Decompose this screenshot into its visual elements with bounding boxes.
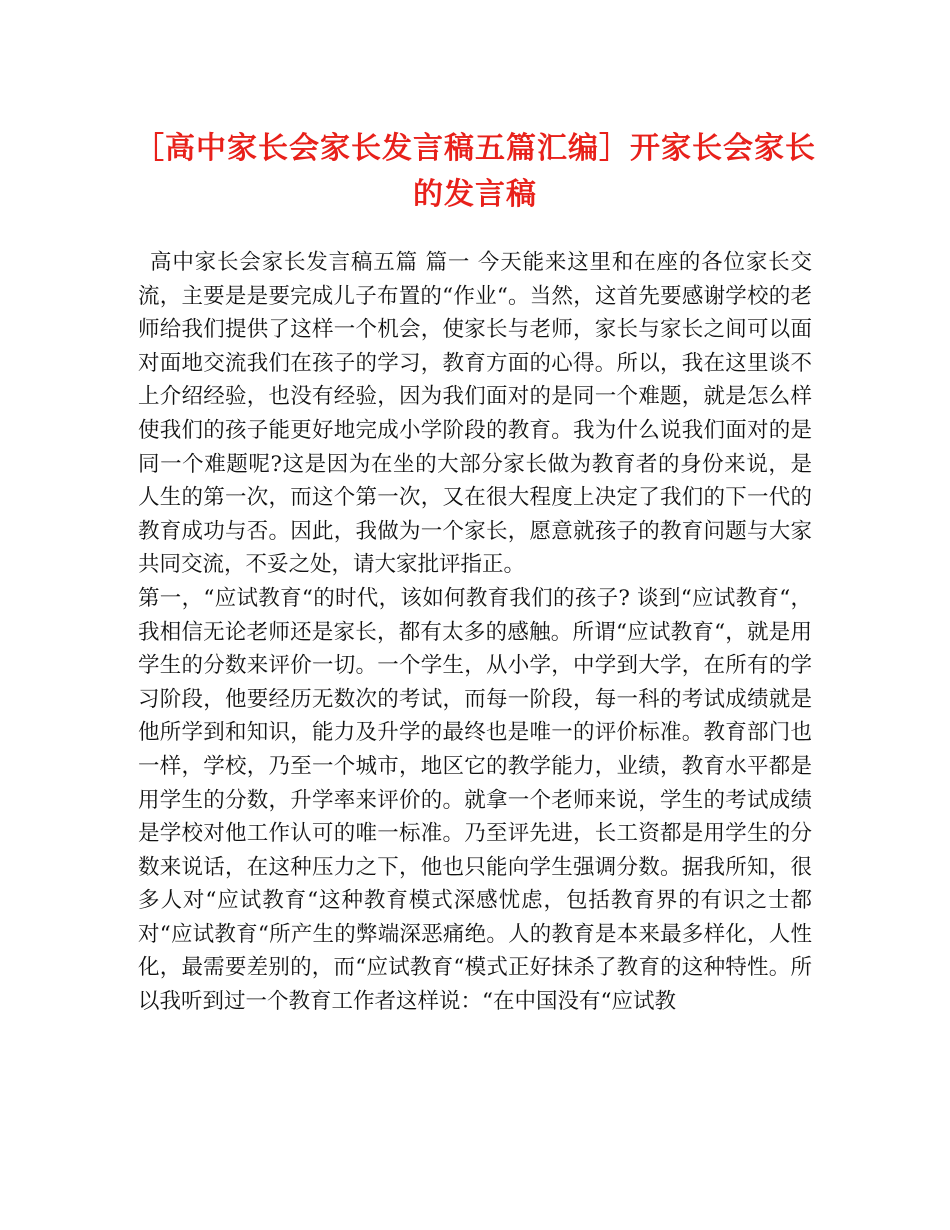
paragraph-first-point: 第一，“应试教育“的时代，该如何教育我们的孩子? 谈到“应试教育“，我相信无论老师还是家长，都有太多的感触。所谓“应试教育“，就是用学生的分数来评价一切。一个学生，从小学，中学到大学，在所有的学习阶段，他要经历无数次的考试，而每一阶段，每一科的考试成绩就是他所学到和知识，能力及升学的最终也是唯一的评价标准。教育部门也一样，学校，乃至一个城市，地区它的教学能力，业绩，教育水平都是用学生的分数，升学率来评价的。就拿一个老师来说，学生的考试成绩是学校对他工作认可的唯一标准。乃至评先进，长工资都是用学生的分数来说话，在这种压力之下，他也只能向学生强调分数。据我所知，很多人对“应试教育“这种教育模式深感忧虑，包括教育界的有识之士都对“应试教育“所产生的弊端深恶痛绝。人的教育是本来最多样化，人性化，最需要差别的，而“应试教育“模式正好抹杀了教育的这种特性。所以我听到过一个教育工作者这样说：“在中国没有“应试教 (138, 585, 812, 1015)
document-title: ［高中家长会家长发言稿五篇汇编］开家长会家长的发言稿 (134, 131, 816, 212)
paragraph-intro: 高中家长会家长发言稿五篇 篇一 今天能来这里和在座的各位家长交流，主要是是要完成儿子布置的“作业“。当然，这首先要感谢学校的老师给我们提供了这样一个机会，使家长与老师，家长与家长之间可以面对面地交流我们在孩子的学习，教育方面的心得。所以，我在这里谈不上介绍经验，也没有经验，因为我们面对的是同一个难题，就是怎么样使我们的孩子能更好地完成小学阶段的教育。我为什么说我们面对的是同一个难题呢?这是因为在坐的大部分家长做为教育者的身份来说，是人生的第一次，而这个第一次，又在很大程度上决定了我们的下一代的教育成功与否。因此，我做为一个家长，愿意就孩子的教育问题与大家共同交流，不妥之处，请大家批评指正。 (138, 250, 812, 578)
document-body (138, 246, 812, 1019)
